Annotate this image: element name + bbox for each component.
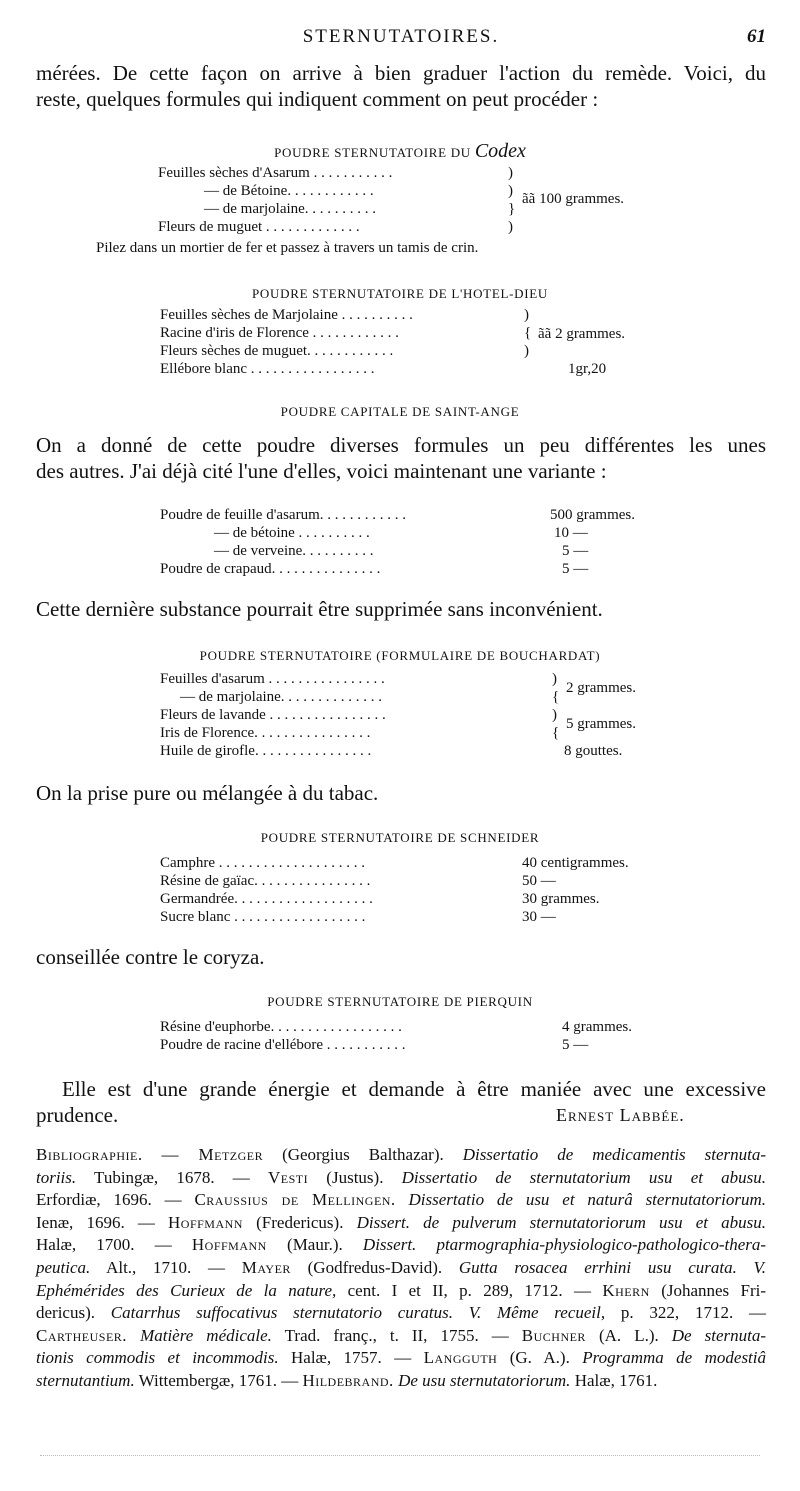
biblio-line: Ienæ, 1696. — Hoffmann (Fredericus). Dissert. de pulverum sternutatoriorum usu et abusu. (36, 1212, 767, 1232)
recipe-title-codex: POUDRE STERNUTATOIRE DU Codex (274, 140, 526, 162)
saint-ange-paragraph (36, 432, 766, 484)
title-italic: Codex (474, 140, 526, 162)
ingredient: — de marjolaine. . . . . . . . . . (204, 201, 377, 217)
quantity: 8 gouttes. (564, 743, 623, 759)
ingredient: Feuilles d'asarum . . . . . . . . . . . . . . . . (160, 671, 385, 687)
text-line: reste, quelques formules qui indiquent comment on peut procéder : (36, 87, 599, 111)
biblio-line: dericus). Catarrhus suffocativus sternutatorio curatus. V. Même recueil, p. 322, 1712. — (36, 1303, 766, 1323)
recipe-pierquin (160, 1018, 760, 1054)
recipe-schneider (160, 854, 760, 926)
biblio-line: toriis. Tubingæ, 1678. — Vesti (Justus). Dissertatio de sternutatorium usu et abusu. (36, 1167, 767, 1187)
text-line: Cette dernière substance pourrait être supprimée sans inconvénient. (36, 597, 603, 621)
ingredient: Huile de girofle. . . . . . . . . . . . . . . . (160, 743, 372, 759)
ingredient: Fleurs de muguet . . . . . . . . . . . . . (158, 219, 360, 235)
quantity: 5 — (562, 543, 589, 559)
ingredient: Iris de Florence. . . . . . . . . . . . . . . . (160, 725, 371, 741)
quantity: 5 grammes. (566, 716, 636, 732)
ingredient: — de verveine. . . . . . . . . . (214, 543, 374, 559)
quantity: 10 — (554, 525, 588, 541)
page-header (36, 26, 766, 54)
recipe-bouchardat (160, 670, 760, 760)
biblio-line: peutica. Alt., 1710. — Mayer (Godfredus-David). Gutta rosacea errhini usu curata. V. (36, 1257, 767, 1277)
text-line: mérées. De cette façon on arrive à bien graduer l'action du remède. Voici, du (36, 61, 766, 85)
biblio-line: Bibliographie. — Metzger (Georgius Balthazar). Dissertatio de medicamentis sternuta- (36, 1145, 767, 1164)
recipe-title-schneider: POUDRE STERNUTATOIRE DE SCHNEIDER (260, 830, 540, 845)
recipe-note: Pilez dans un mortier de fer et passez à travers un tamis de crin. (96, 240, 479, 256)
biblio-label: Bibliographie. (36, 1145, 143, 1164)
text-line: On a donné de cette poudre diverses formules un peu différentes les unes (36, 433, 766, 457)
brace: ) ) } ) (508, 165, 516, 235)
ingredient: Fleurs de lavande . . . . . . . . . . . . . . . . (160, 707, 386, 723)
ingredient: Feuilles sèches de Marjolaine . . . . . . . . . . (160, 307, 413, 323)
brace: ) { (552, 707, 560, 741)
ingredient: Poudre de crapaud. . . . . . . . . . . . . . . (160, 561, 381, 577)
quantity: 50 — (522, 873, 556, 889)
ingredient: — de marjolaine. . . . . . . . . . . . . . (180, 689, 383, 705)
recipe-codex (158, 164, 758, 236)
ingredient: Feuilles sèches d'Asarum . . . . . . . . . . . (158, 165, 393, 181)
page-number: 61 (747, 26, 766, 47)
quantity: 4 grammes. (562, 1019, 632, 1035)
quantity: ãã 2 grammes. (538, 326, 626, 342)
ingredient: Poudre de racine d'ellébore . . . . . . . . . . . (160, 1037, 406, 1053)
running-title: STERNUTATOIRES. (302, 26, 500, 47)
quantity: 500 grammes. (550, 507, 635, 523)
quantity: 40 centigrammes. (522, 855, 629, 871)
author-signature: Ernest Labbée. (556, 1105, 685, 1125)
quantity: 30 grammes. (522, 891, 600, 907)
recipe-saint-ange (160, 506, 760, 578)
ingredient: Ellébore blanc . . . . . . . . . . . . . . . . . (160, 361, 375, 377)
biblio-line: Erfordiæ, 1696. — Craussius de Mellingen. Dissertatio de usu et naturâ sternutatoriorum. (36, 1190, 766, 1210)
biblio-line: tionis commodis et incommodis. Halæ, 1757. — Langguth (G. A.). Programma de modestiâ (36, 1348, 767, 1368)
brace: ) { (552, 671, 560, 705)
ingredient: Fleurs sèches de muguet. . . . . . . . . . . . (160, 343, 394, 359)
recipe-hotel-dieu (160, 306, 760, 378)
ingredient: Germandrée. . . . . . . . . . . . . . . . . . . (160, 891, 373, 907)
quantity: 2 grammes. (566, 680, 636, 696)
text-line: conseillée contre le coryza. (36, 945, 265, 969)
quantity: 1gr,20 (568, 361, 607, 377)
biblio-line: sternutantium. Wittembergæ, 1761. — Hildebrand. De usu sternutatoriorum. Halæ, 1761. (36, 1370, 658, 1390)
text-line: On la prise pure ou mélangée à du tabac. (36, 781, 379, 805)
quantity: 5 — (562, 1037, 589, 1053)
bottom-dotted-rule (40, 1455, 760, 1456)
recipe-title-hotel-dieu: POUDRE STERNUTATOIRE DE L'HOTEL-DIEU (252, 286, 548, 301)
bibliography (36, 1144, 766, 1393)
brace: ) { ) (524, 307, 532, 359)
bouchardat-remark (36, 780, 766, 806)
recipe-title-bouchardat: POUDRE STERNUTATOIRE (FORMULAIRE DE BOUCHARDAT) (199, 648, 601, 663)
ingredient: Résine d'euphorbe. . . . . . . . . . . . . . . . . . (160, 1019, 402, 1035)
biblio-line: Halæ, 1700. — Hoffmann (Maur.). Dissert. ptarmographia-physiologico-pathologico-thera- (36, 1235, 767, 1255)
ingredient: Sucre blanc . . . . . . . . . . . . . . . . . . (160, 909, 366, 925)
ingredient: Racine d'iris de Florence . . . . . . . . . . . . (160, 325, 399, 341)
ingredient: — de Bétoine. . . . . . . . . . . . (204, 183, 374, 199)
recipe-title-pierquin: POUDRE STERNUTATOIRE DE PIERQUIN (267, 994, 533, 1009)
quantity: 5 — (562, 561, 589, 577)
text-line: prudence. (36, 1103, 119, 1127)
saint-ange-remark (36, 596, 766, 622)
ingredient: — de bétoine . . . . . . . . . . (214, 525, 370, 541)
intro-paragraph (36, 60, 766, 112)
biblio-line: Cartheuser. Matière médicale. Trad. franç., t. II, 1755. — Buchner (A. L.). De sternuta- (36, 1325, 767, 1345)
ingredient: Poudre de feuille d'asarum. . . . . . . . . . . . (160, 507, 406, 523)
quantity: 30 — (522, 909, 556, 925)
ingredient: Résine de gaïac. . . . . . . . . . . . . . . . (160, 873, 371, 889)
text-line: des autres. J'ai déjà cité l'une d'elles, voici maintenant une variante : (36, 459, 607, 483)
ingredient: Camphre . . . . . . . . . . . . . . . . . . . . (160, 855, 365, 871)
biblio-line: Ephémérides des Curieux de la nature, cent. I et II, p. 289, 1712. — Khern (Johannes Fri- (36, 1280, 767, 1300)
quantity: ãã 100 grammes. (522, 191, 625, 207)
recipe-title-saint-ange: POUDRE CAPITALE DE SAINT-ANGE (280, 404, 520, 419)
schneider-remark (36, 944, 766, 970)
text-line: Elle est d'une grande énergie et demande à être maniée avec une excessive (62, 1077, 766, 1101)
pierquin-remark (62, 1076, 766, 1102)
